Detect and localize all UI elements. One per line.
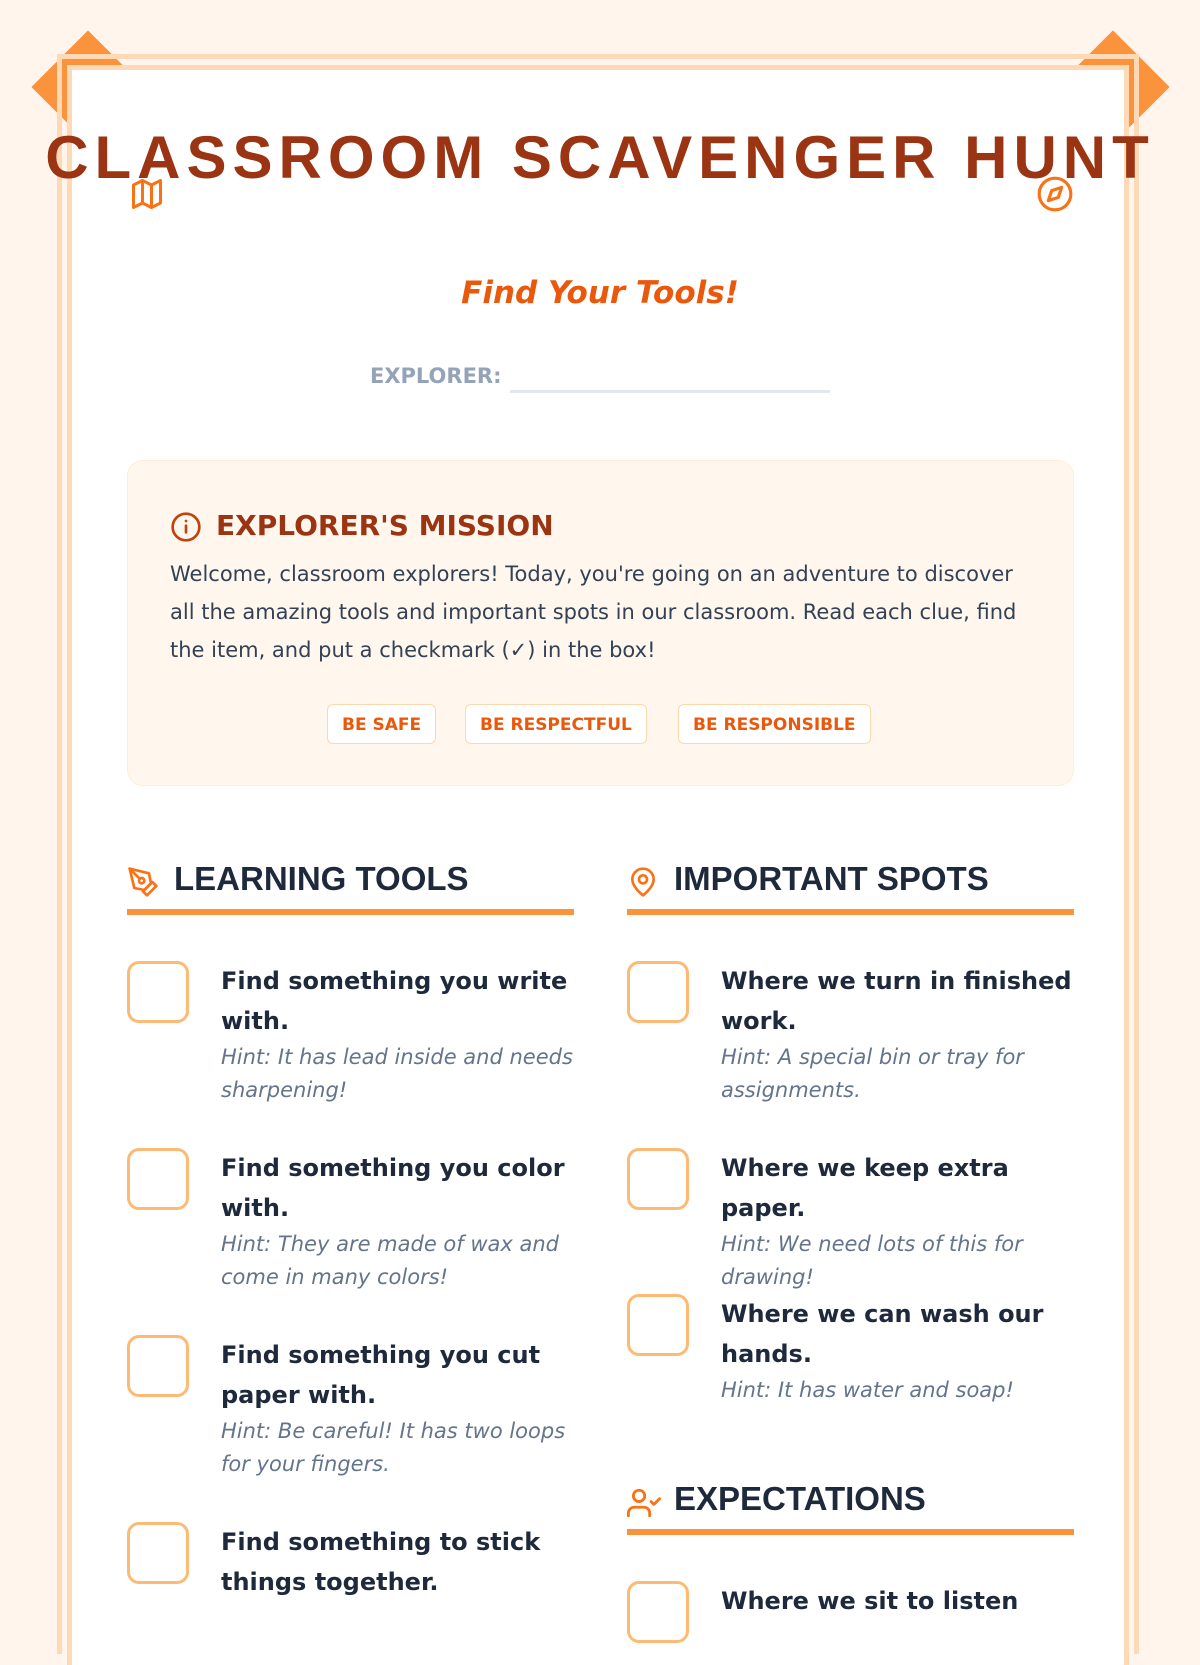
mission-text: Welcome, classroom explorers! Today, you're going on an adventure to discover all the amazing tools and important spots in our classroom. Read each clue, find the item, and put a checkmark (✓) in the box! xyxy=(170,562,1017,662)
checkbox[interactable] xyxy=(627,1581,689,1643)
mission-box xyxy=(127,460,1074,786)
checkbox[interactable] xyxy=(627,961,689,1023)
section-title: EXPECTATIONS xyxy=(674,1480,926,1517)
checkbox[interactable] xyxy=(127,1335,189,1397)
explorer-name-line[interactable] xyxy=(510,390,830,393)
important-spots-header xyxy=(627,856,1074,916)
section-title: IMPORTANT SPOTS xyxy=(674,860,989,897)
checkbox[interactable] xyxy=(627,1148,689,1210)
item-title: Where we can wash our hands. xyxy=(721,1300,1044,1368)
item-title: Where we sit to listen xyxy=(721,1587,1019,1615)
item-title: Where we turn in finished work. xyxy=(721,967,1072,1035)
expectations-header xyxy=(627,1476,1074,1536)
item-title: Find something you write with. xyxy=(221,967,568,1035)
section-rule xyxy=(627,909,1074,915)
item-hint: Hint: Be careful! It has two loops for your fingers. xyxy=(221,1419,566,1476)
checkbox[interactable] xyxy=(127,1522,189,1584)
section-title: LEARNING TOOLS xyxy=(174,860,469,897)
explorer-label: EXPLORER: xyxy=(370,364,502,388)
section-rule xyxy=(627,1529,1074,1535)
user-check-icon xyxy=(627,1486,661,1520)
item-hint: Hint: It has lead inside and needs sharpening! xyxy=(221,1045,573,1102)
item-hint: Hint: It has water and soap! xyxy=(721,1378,1014,1402)
section-rule xyxy=(127,909,574,915)
item-hint: Hint: They are made of wax and come in many colors! xyxy=(221,1232,559,1289)
info-icon xyxy=(170,511,202,543)
mission-title: EXPLORER'S MISSION xyxy=(216,509,554,542)
item-hint: Hint: We need lots of this for drawing! xyxy=(721,1232,1023,1289)
learning-tools-header xyxy=(127,856,574,916)
item-hint: Hint: A special bin or tray for assignments. xyxy=(721,1045,1024,1102)
page-title: CLASSROOM SCAVENGER HUNT xyxy=(45,124,1155,191)
pill-be-respectful: BE RESPECTFUL xyxy=(465,704,647,744)
pill-be-safe: BE SAFE xyxy=(327,704,436,744)
item-title: Find something you cut paper with. xyxy=(221,1341,541,1409)
page-subtitle: Find Your Tools! xyxy=(461,275,739,311)
item-title: Where we keep extra paper. xyxy=(721,1154,1009,1222)
checkbox[interactable] xyxy=(127,961,189,1023)
item-title: Find something you color with. xyxy=(221,1154,565,1222)
item-title: Find something to stick things together. xyxy=(221,1528,541,1596)
checkbox[interactable] xyxy=(127,1148,189,1210)
pen-tool-icon xyxy=(127,866,159,898)
map-pin-icon xyxy=(627,866,659,898)
checkbox[interactable] xyxy=(627,1294,689,1356)
pill-be-responsible: BE RESPONSIBLE xyxy=(678,704,871,744)
